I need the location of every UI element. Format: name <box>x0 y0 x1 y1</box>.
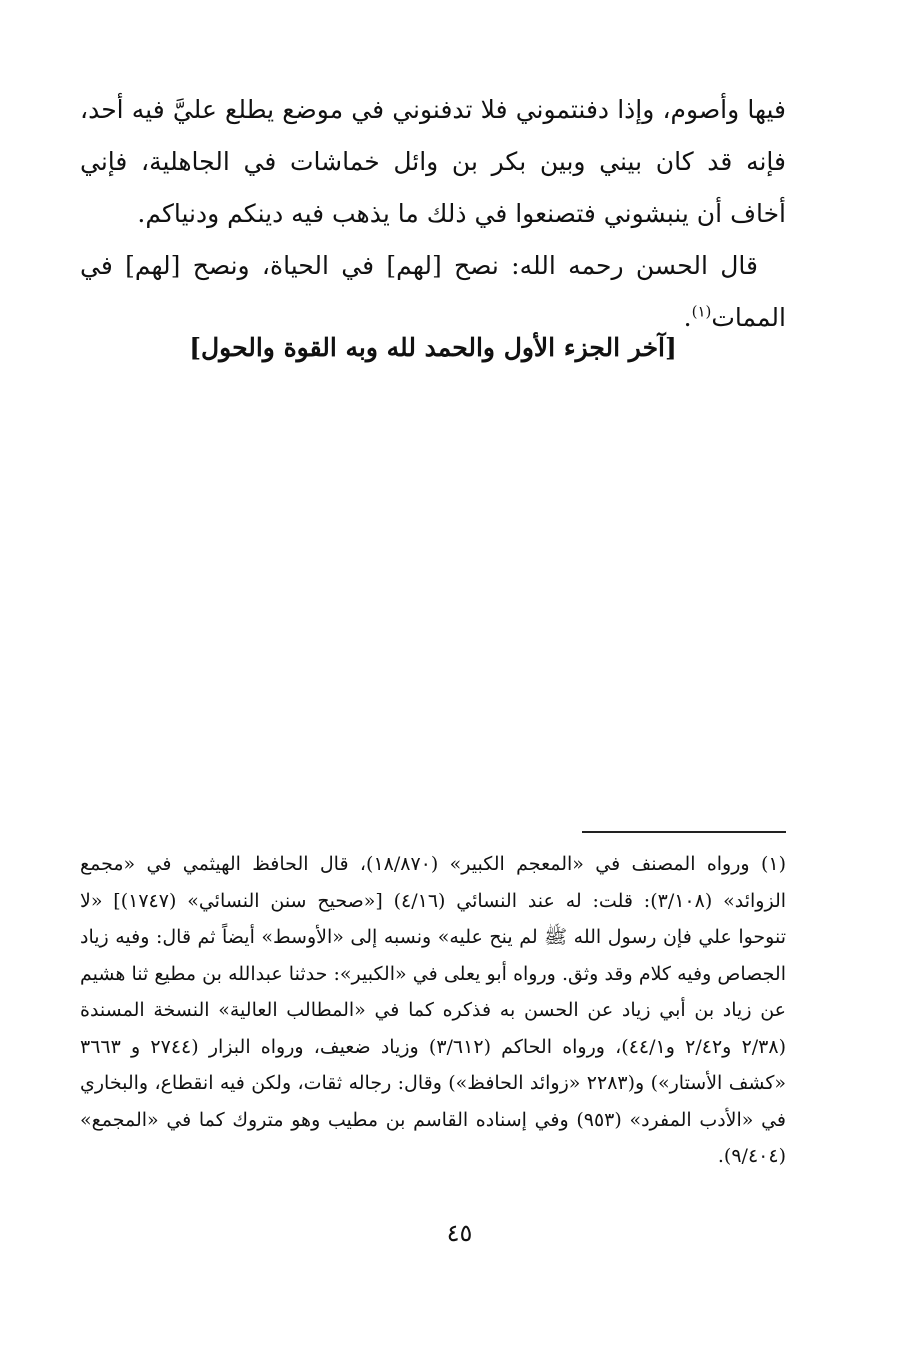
paragraph-hasan-quote-end: . <box>683 303 692 332</box>
main-text <box>80 84 786 344</box>
footnote-1: (١) ورواه المصنف في «المعجم الكبير» (١٨/٨٧٠)، قال الحافظ الهيثمي في «مجمع الزوائد» (٣/١٠٨): قلت: له عند النسائي (٤/١٦) [«صحيح سنن النسائي» (١٧٤٧)] «لا تنوحوا علي فإن رسول الله ﷺ لم ينح عليه» ونسبه إلى «الأوسط» أيضاً ثم قال: وفيه زياد الجصاص وفيه كلام وقد وثق. ورواه أبو يعلى في «الكبير»: حدثنا عبدالله بن مطيع ثنا هشيم عن زياد بن أبي زياد عن الحسن به فذكره كما في «المطالب العالية» النسخة المسندة (٢/٣٨ و٢/٤٢ و٤٤/١)، ورواه الحاكم (٣/٦١٢) وزياد ضعيف، ورواه البزار (٢٧٤٤ و ٣٦٦٣ «كشف الأستار») و(٢٢٨٣ «زوائد الحافظ») وقال: رجاله ثقات، ولكن فيه انقطاع، والبخاري في «الأدب المفرد» (٩٥٣) وفي إسناده القاسم بن مطيب وهو متروك كما في «المجمع» (٩/٤٠٤). <box>80 853 787 1167</box>
page-number: ٤٥ <box>446 1219 473 1247</box>
footnotes <box>80 846 786 1175</box>
section-end-heading: [آخر الجزء الأول والحمد لله وبه القوة والحول] <box>189 333 677 362</box>
footnote-divider <box>582 831 786 833</box>
paragraph-hasan-quote-text: قال الحسن رحمه الله: نصح [لهم] في الحياة، ونصح [لهم] في الممات <box>80 251 786 332</box>
paragraph-will-text: فيها وأصوم، وإذا دفنتموني فلا تدفنوني في موضع يطلع عليَّ فيه أحد، فإنه قد كان بيني وبين بكر بن وائل خماشات في الجاهلية، فإني أخاف أن ينبشوني فتصنعوا في ذلك ما يذهب فيه دينكم ودنياكم. <box>80 95 786 228</box>
footnote-reference-1[interactable]: (١) <box>691 302 712 321</box>
